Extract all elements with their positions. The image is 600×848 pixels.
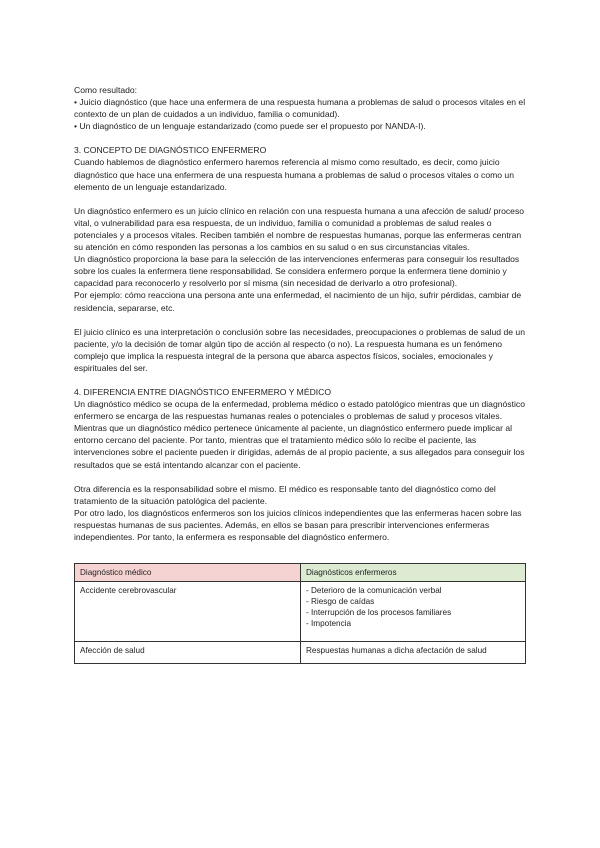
section-4-paragraph: Por otro lado, los diagnósticos enfermeros son los juicios clínicos independientes que las enfermeras hacen sobre las respuestas humanas de sus pacientes. Además, en ellos se basan para prescribir intervenciones enfermeras independientes. Por tanto, la enfermera es responsable del diagnóstico enfermero. xyxy=(74,507,522,542)
section-3 xyxy=(74,144,526,374)
section-4-paragraph: Un diagnóstico médico se ocupa de la enfermedad, problema médico o estado patológico mientras que un diagnóstico enfermero se encarga de las respuestas humanas reales o potenciales o problemas de salud y procesos vitales. xyxy=(74,399,525,422)
intro-bullet-lenguaje: • Un diagnóstico de un lenguaje estandarizado (como puede ser el propuesto por NANDA-I). xyxy=(74,121,426,132)
section-3-paragraph: Un diagnóstico enfermero es un juicio clínico en relación con una respuesta humana a una afección de salud/ proceso vital, o vulnerabilidad para esa respuesta, de un individuo, familia o comunidad a problemas de salud reales o potenciales y a procesos vitales. Reciben también el nombre de respuestas humanas, porque las enfermeras centran su atención en cómo responden las personas a los cambios en su salud o en sus circunstancias vitales. xyxy=(74,205,525,253)
list-item: - Impotencia xyxy=(306,619,352,629)
header-diagnostico-medico: Diagnóstico médico xyxy=(75,564,301,582)
intro-line: Como resultado: xyxy=(74,85,138,95)
section-4-paragraph: Mientras que un diagnóstico médico pertenece únicamente al paciente, un diagnóstico enfermero puede implicar al entorno cercano del paciente. Por tanto, mientras que el tratamiento médico sólo lo recibe el paciente, las intervenciones sobre el paciente pueden ir dirigidas, además de al propio paciente, a sus allegados para conseguir los resultados que se está intentando alcanzar con el paciente. xyxy=(74,423,525,470)
section-4 xyxy=(74,386,526,543)
section-4-heading: 4. DIFERENCIA ENTRE DIAGNÓSTICO ENFERMERO Y MÉDICO xyxy=(74,386,332,397)
cell-enfermeros: Respuestas humanas a dicha afectación de salud xyxy=(301,642,526,664)
table-row xyxy=(75,642,526,664)
cell-enfermeros xyxy=(301,582,526,642)
section-3-paragraph: Un diagnóstico proporciona la base para la selección de las intervenciones enfermeras para conseguir los resultados sobre los cuales la enfermera tiene responsabilidad. Se considera enfermero porque la enfermera tiene dominio y capacidad para reconocerlo y resolverlo por sí misma (sin necesidad de derivarlo a otro profesional). xyxy=(74,254,520,289)
table-row xyxy=(75,582,526,642)
enfermeros-list xyxy=(306,585,520,629)
header-diagnosticos-enfermeros: Diagnósticos enfermeros xyxy=(301,564,526,582)
section-3-paragraph: El juicio clínico es una interpretación o conclusión sobre las necesidades, preocupaciones o problemas de salud de un paciente, y/o la decisión de tomar algún tipo de acción al respecto (o no). La respuesta humana es un fenómeno complejo que implica la respuesta integral de la persona que abarca aspectos físicos, sociales, emocionales y espirituales del ser. xyxy=(74,326,525,373)
list-item: - Riesgo de caídas xyxy=(306,597,375,607)
list-item: - Deterioro de la comunicación verbal xyxy=(306,586,442,596)
section-3-heading: 3. CONCEPTO DE DIAGNÓSTICO ENFERMERO xyxy=(74,145,267,156)
diagnosis-comparison-table xyxy=(74,563,526,664)
list-item: - Interrupción de los procesos familiares xyxy=(306,608,452,618)
intro-bullet-juicio: • Juicio diagnóstico (que hace una enfermera de una respuesta humana a problemas de salud o procesos vitales en el contexto de un plan de cuidados a un individuo, familia o comunidad). xyxy=(74,97,526,120)
cell-medico: Afección de salud xyxy=(75,642,301,664)
section-4-paragraph: Otra diferencia es la responsabilidad sobre el mismo. El médico es responsable tanto del diagnóstico como del tratamiento de la situación patológica del paciente. xyxy=(74,483,496,506)
intro-block xyxy=(74,84,526,132)
section-3-paragraph: Cuando hablemos de diagnóstico enfermero haremos referencia al mismo como resultado, es decir, como juicio diagnóstico que hace una enfermera de una respuesta humana a problemas de salud o procesos vitales o como un elemento de un lenguaje estandarizado. xyxy=(74,157,514,192)
document-body xyxy=(74,84,526,664)
section-3-example: Por ejemplo: cómo reacciona una persona ante una enfermedad, el nacimiento de un hijo, sufrir pérdidas, cambiar de residencia, separarse, etc. xyxy=(74,290,522,313)
cell-medico: Accidente cerebrovascular xyxy=(75,582,301,642)
table-header-row xyxy=(75,564,526,582)
